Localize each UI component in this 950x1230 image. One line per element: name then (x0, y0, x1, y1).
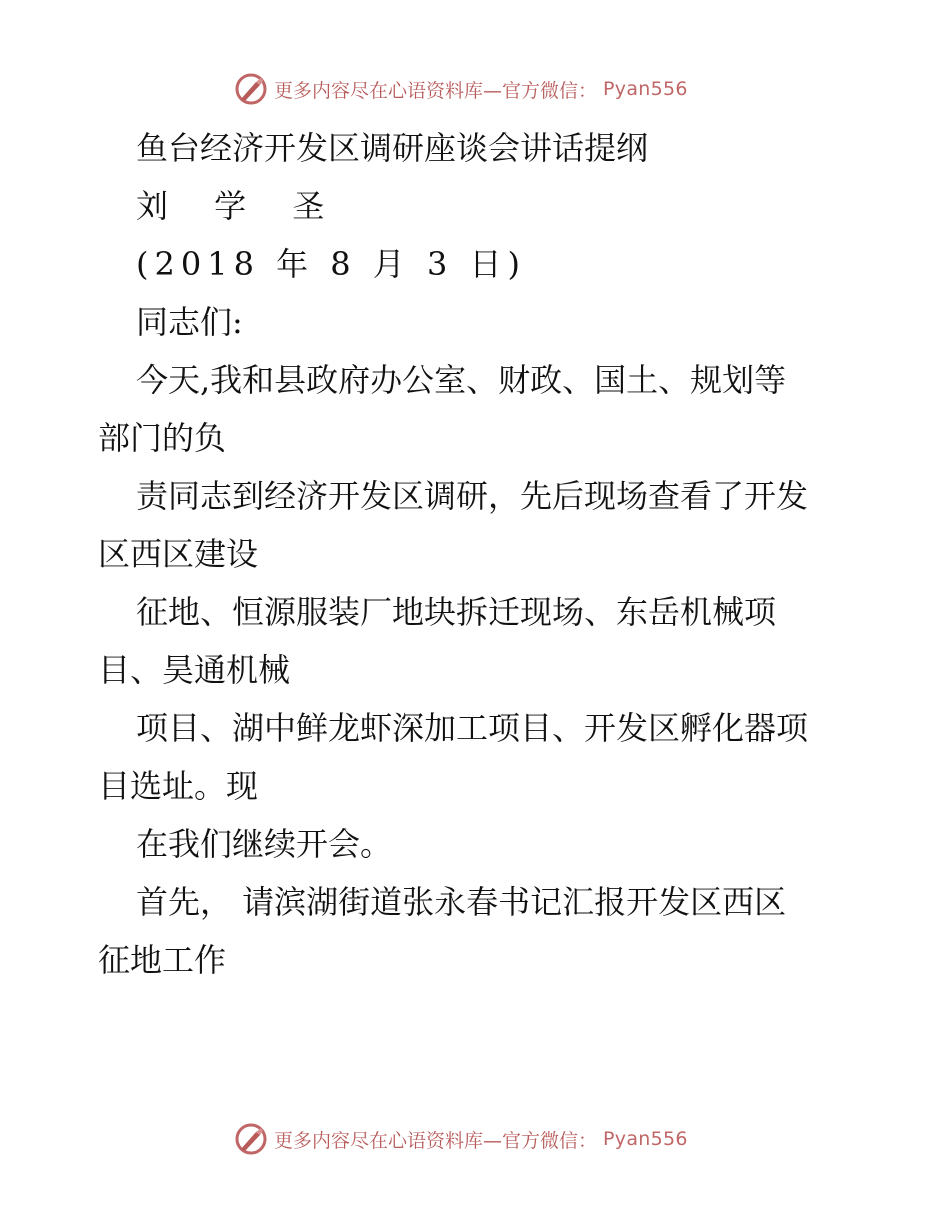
body-line: 责同志到经济开发区调研，先后现场查看了开发 (136, 477, 809, 515)
body-line: 今天,我和县政府办公室、财政、国土、规划等 (136, 361, 787, 399)
body-line: 征地工作 (98, 941, 227, 979)
footer-watermark-banner (234, 1122, 688, 1156)
document-title: 鱼台经济开发区调研座谈会讲话提纲 (136, 129, 649, 167)
body-line: 首先， 请滨湖街道张永春书记汇报开发区西区 (136, 883, 787, 921)
body-line: 部门的负 (98, 419, 227, 457)
body-line: 目、昊通机械 (98, 651, 291, 689)
body-line: 目选址。现 (98, 767, 259, 805)
document-date: (2018 年 8 月 3 日) (136, 245, 526, 283)
document-author: 刘 学 圣 (136, 187, 343, 225)
banner-text: 更多内容尽在心语资料库—官方微信： (274, 79, 598, 102)
banner-text: 更多内容尽在心语资料库—官方微信： (274, 1129, 598, 1152)
body-line: 项目、湖中鲜龙虾深加工项目、开发区孵化器项 (136, 709, 809, 747)
body-line: 在我们继续开会。 (136, 825, 393, 863)
pen-logo-icon (234, 1122, 268, 1156)
body-line: 区西区建设 (98, 535, 259, 573)
salutation: 同志们: (136, 303, 243, 341)
banner-wechat-id: Pyan556 (603, 78, 688, 100)
pen-logo-icon (234, 72, 268, 106)
body-line: 征地、恒源服装厂地块拆迁现场、东岳机械项 (136, 593, 777, 631)
banner-wechat-id: Pyan556 (603, 1128, 688, 1150)
header-watermark-banner (234, 72, 688, 106)
